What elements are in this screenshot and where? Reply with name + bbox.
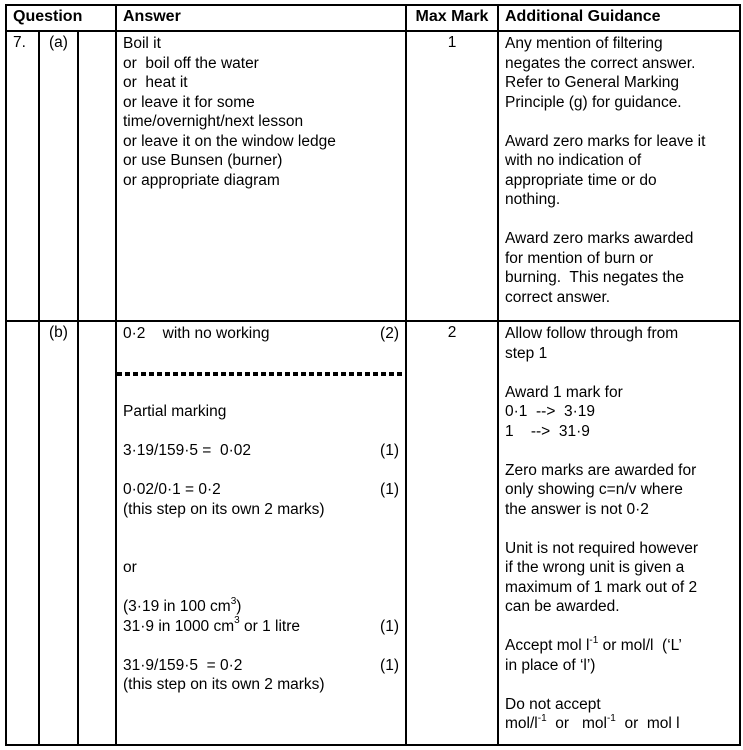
text-line (505, 402, 733, 422)
spacer-cell (78, 321, 116, 745)
line-text: or appropriate diagram (123, 171, 280, 189)
text-line (505, 441, 733, 461)
line-text: Award 1 mark for (505, 383, 623, 401)
line-text: 0·1 --> 3·19 (505, 403, 596, 420)
line-text: burning. This negates the (505, 269, 684, 286)
text-line (123, 93, 399, 113)
text-line (505, 558, 733, 578)
guidance-content-a (505, 34, 733, 307)
line-text: negates the correct answer. (505, 54, 696, 72)
text-line (123, 422, 399, 442)
text-line (123, 344, 399, 364)
line-text: (this step on its own 2 marks) (123, 676, 325, 693)
text-line (123, 441, 399, 461)
line-text: Zero marks are awarded for (505, 461, 697, 479)
text-line (505, 288, 733, 308)
line-text: 3·19/159·5 = 0·02 (123, 442, 251, 459)
text-line (505, 132, 733, 152)
text-line (123, 112, 399, 132)
text-line (123, 558, 399, 578)
text-line (505, 344, 733, 364)
line-text: or leave it on the window ledge (123, 132, 336, 150)
text-line (505, 249, 733, 269)
guidance-content-b (505, 324, 733, 734)
line-text: mol/$l^{-1}$ or mol$^{-1}$ or mol l (505, 712, 680, 732)
text-line (505, 539, 733, 559)
line-text: 0·02/0·1 = 0·2 (123, 481, 221, 498)
question-number-empty (6, 321, 39, 745)
text-line (505, 229, 733, 249)
header-row (6, 5, 740, 31)
text-line (123, 402, 399, 422)
max-mark-value-b: 2 (406, 321, 498, 745)
line-text: only showing c=n/v where (505, 481, 683, 498)
line-text: or boil off the water (123, 54, 259, 72)
text-line (123, 597, 399, 617)
text-line (505, 363, 733, 383)
text-line (505, 268, 733, 288)
line-text: can be awarded. (505, 598, 620, 615)
line-text: (3·19 in 100 $cm^3$) (123, 595, 242, 615)
guidance-cell-a (498, 31, 740, 321)
line-text: with no indication of (505, 152, 642, 169)
mark-allocation: (2) (380, 325, 399, 342)
text-line (505, 324, 733, 344)
line-text: (this step on its own 2 marks) (123, 500, 325, 518)
text-line (123, 34, 399, 54)
superscript: 3 (234, 615, 240, 627)
line-text: Partial marking (123, 403, 227, 420)
text-line (123, 171, 399, 191)
text-line (505, 190, 733, 210)
part-label-a: (a) (39, 31, 78, 321)
text-line (505, 714, 733, 734)
line-text: 1 --> 31·9 (505, 422, 590, 440)
text-line (505, 383, 733, 403)
text-line (505, 578, 733, 598)
answer-cell-b (116, 321, 406, 745)
text-line (505, 54, 733, 74)
text-line (505, 617, 733, 637)
line-text: Award zero marks for leave it (505, 132, 706, 150)
line-text: 31·9 in 1000 $cm^3$ or 1 litre (123, 615, 301, 635)
header-additional-guidance: Additional Guidance (498, 5, 740, 31)
line-text: Allow follow through from (505, 325, 679, 342)
superscript: -1 (606, 712, 616, 724)
mark-scheme-table (5, 4, 741, 746)
line-text: or use Bunsen (burner) (123, 152, 283, 169)
mark-allocation: (1) (380, 481, 399, 498)
text-line (505, 171, 733, 191)
answer-content-b (123, 324, 399, 695)
line-text: the answer is not 0·2 (505, 500, 649, 518)
max-mark-value-a: 1 (406, 31, 498, 321)
text-line (123, 324, 399, 344)
text-line (123, 461, 399, 481)
line-text: Boil it (123, 35, 161, 52)
text-line (123, 675, 399, 695)
text-line (505, 480, 733, 500)
superscript: -1 (589, 634, 599, 646)
mark-allocation: (1) (380, 617, 399, 635)
row-question-7b (6, 321, 740, 745)
line-text: Do not accept (505, 695, 601, 713)
line-text: Any mention of filtering (505, 35, 663, 52)
text-line (123, 539, 399, 559)
superscript: 3 (230, 595, 237, 607)
text-line (123, 500, 399, 520)
line-text: or heat it (123, 74, 188, 91)
text-line (505, 597, 733, 617)
text-line (505, 73, 733, 93)
guidance-cell-b (498, 321, 740, 745)
line-text: or (123, 559, 137, 576)
answer-content-a (123, 34, 399, 190)
superscript: -1 (537, 712, 547, 724)
part-label-b: (b) (39, 321, 78, 745)
text-line (505, 422, 733, 442)
header-question: Question (6, 5, 116, 31)
text-line (123, 54, 399, 74)
line-text: for mention of burn or (505, 249, 654, 267)
line-text: 0·2 with no working (123, 325, 270, 342)
text-line (505, 675, 733, 695)
line-text: Refer to General Marking (505, 74, 680, 91)
line-text: maximum of 1 mark out of 2 (505, 578, 698, 596)
line-text: time/overnight/next lesson (123, 113, 304, 130)
text-line (505, 112, 733, 132)
line-text: or leave it for some (123, 93, 255, 111)
text-line (505, 210, 733, 230)
line-text: Award zero marks awarded (505, 230, 694, 247)
question-number: 7. (6, 31, 39, 321)
line-text: nothing. (505, 191, 561, 208)
line-text: correct answer. (505, 288, 611, 306)
text-line (123, 132, 399, 152)
text-line (123, 617, 399, 637)
line-text: if the wrong unit is given a (505, 559, 685, 576)
spacer-cell (78, 31, 116, 321)
text-line (123, 578, 399, 598)
text-line (123, 480, 399, 500)
text-line (505, 34, 733, 54)
line-text: 31·9/159·5 = 0·2 (123, 656, 243, 674)
text-line (123, 656, 399, 676)
text-line (505, 461, 733, 481)
text-line (123, 383, 399, 403)
text-line (505, 656, 733, 676)
text-line (505, 500, 733, 520)
row-question-7a (6, 31, 740, 321)
header-max-mark: Max Mark (406, 5, 498, 31)
text-line (505, 519, 733, 539)
dotted-divider (117, 363, 405, 383)
line-text: appropriate time or do (505, 171, 657, 189)
line-text: Unit is not required however (505, 539, 698, 557)
text-line (505, 93, 733, 113)
line-text: in place of ‘l’) (505, 656, 596, 674)
mark-allocation: (1) (380, 442, 399, 459)
mark-allocation: (1) (380, 656, 399, 674)
text-line (505, 151, 733, 171)
text-line (123, 151, 399, 171)
text-line (505, 695, 733, 715)
text-line (505, 636, 733, 656)
text-line (123, 636, 399, 656)
line-text: step 1 (505, 344, 548, 362)
line-text: Accept mol $l^{-1}$ or mol/l (‘L’ (505, 634, 682, 654)
text-line (123, 519, 399, 539)
header-answer: Answer (116, 5, 406, 31)
line-text: Principle (g) for guidance. (505, 93, 682, 111)
text-line (123, 73, 399, 93)
answer-cell-a (116, 31, 406, 321)
